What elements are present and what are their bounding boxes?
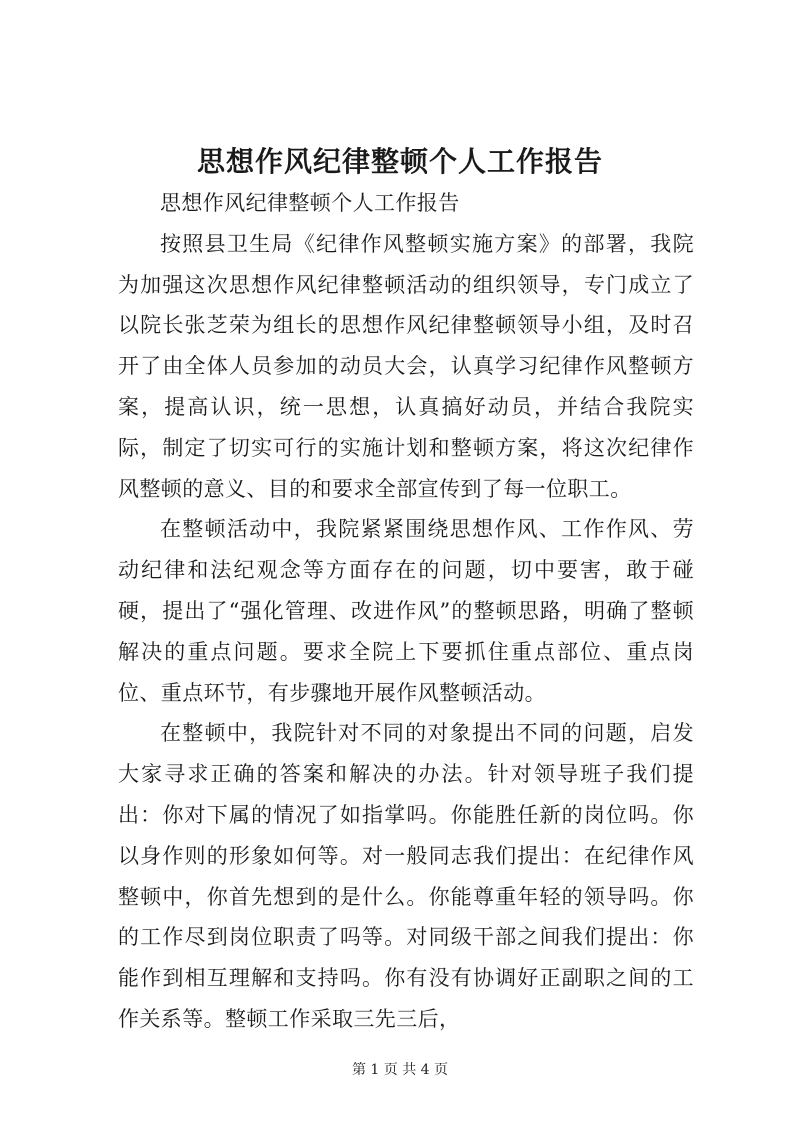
body-paragraph-1: 按照县卫生局《纪律作风整顿实施方案》的部署，我院为加强这次思想作风纪律整顿活动的组织领导，专门成立了以院长张芝荣为组长的思想作风纪律整顿领导小组，及时召开了由全体人员参加的动员大会，认真学习纪律作风整顿方案，提高认识，统一思想，认真搞好动员，并结合我院实际，制定了切实可行的实施计划和整顿方案，将这次纪律作风整顿的意义、目的和要求全部宣传到了每一位职工。 xyxy=(118,231,694,501)
page-number-footer: 第 1 页 共 4 页 xyxy=(351,1062,449,1078)
body-paragraph-3: 在整顿中，我院针对不同的对象提出不同的问题，启发大家寻求正确的答案和解决的办法。针对领导班子我们提出：你对下属的情况了如指掌吗。你能胜任新的岗位吗。你以身作则的形象如何等。对一般同志我们提出：在纪律作风整顿中，你首先想到的是什么。你能尊重年轻的领导吗。你的工作尽到岗位职责了吗等。对同级干部之间我们提出：你能作到相互理解和支持吗。你有没有协调好正副职之间的工作关系等。整顿工作采取三先三后， xyxy=(118,721,694,1031)
subtitle-paragraph: 思想作风纪律整顿个人工作报告 xyxy=(160,191,460,215)
document-title: 思想作风纪律整顿个人工作报告 xyxy=(196,145,603,178)
body-paragraph-2: 在整顿活动中，我院紧紧围绕思想作风、工作作风、劳动纪律和法纪观念等方面存在的问题，切中要害，敢于碰硬，提出了“强化管理、改进作风”的整顿思路，明确了整顿解决的重点问题。要求全院上下要抓住重点部位、重点岗位、重点环节，有步骤地开展作风整顿活动。 xyxy=(118,517,694,705)
document-body xyxy=(118,183,694,1040)
